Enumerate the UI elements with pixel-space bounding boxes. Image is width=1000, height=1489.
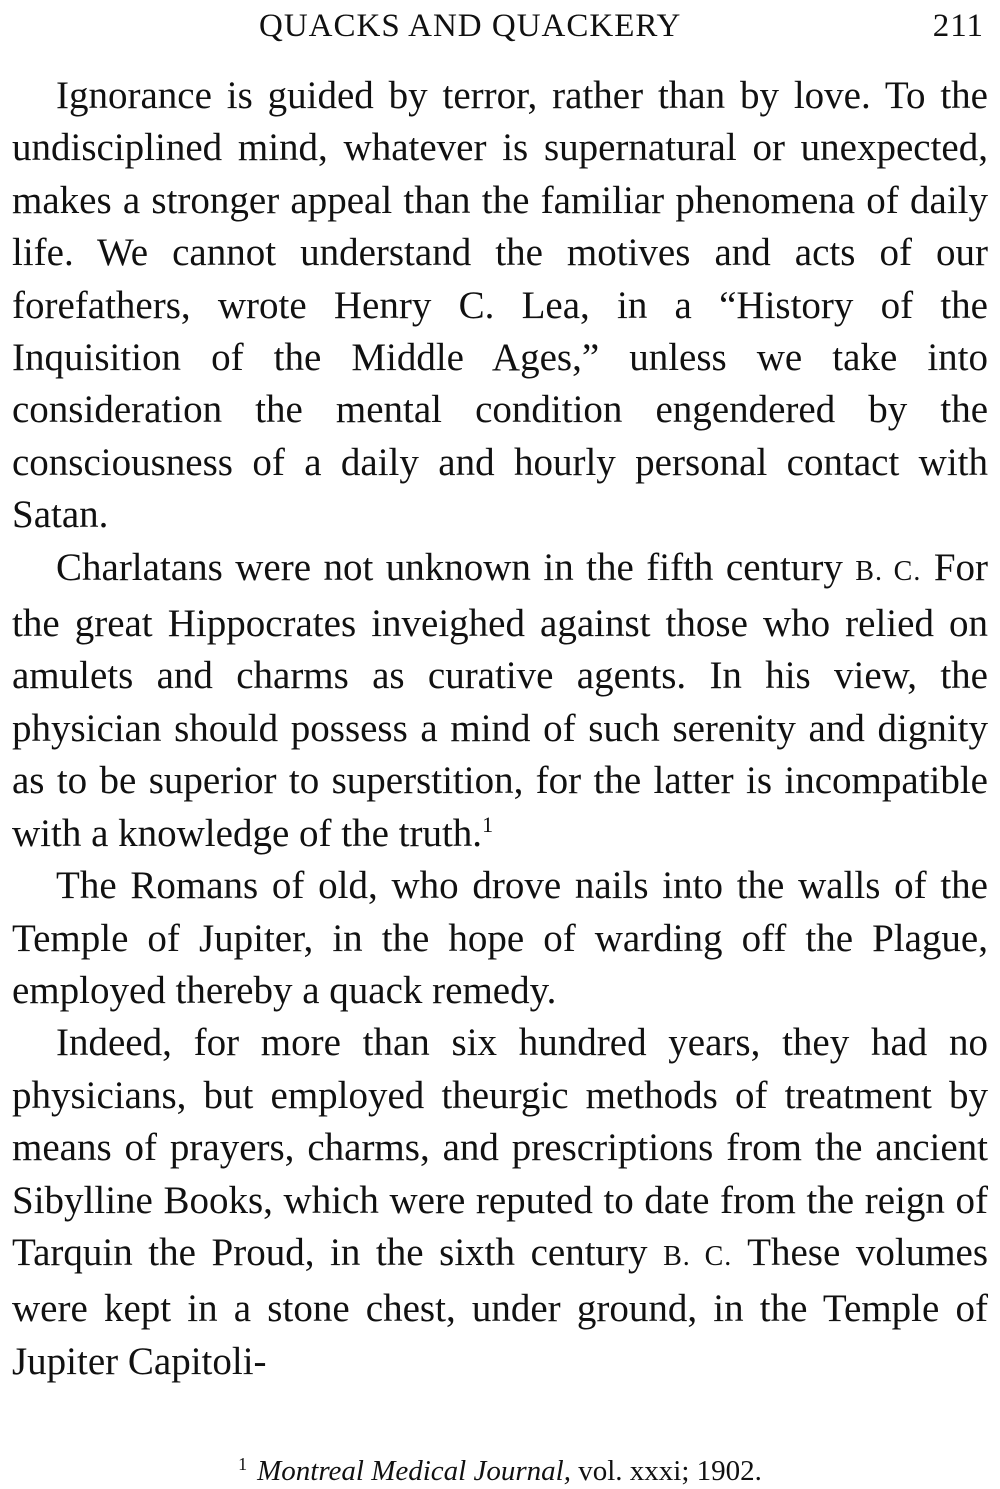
paragraph-4-text-after: These volumes were kept in a stone chest, under ground, in the Temple of Jupiter Capitoli- (12, 1230, 989, 1383)
page-number: 211 (932, 8, 984, 44)
paragraph-3: The Romans of old, who drove nails into the walls of the Temple of Jupiter, in the hope of warding off the Plague, employed thereby a quack remedy. (12, 864, 988, 1012)
era-abbreviation: B. C. (663, 1240, 733, 1272)
body-text (12, 70, 988, 1388)
book-page (12, 0, 988, 1488)
footnote-journal-title: Montreal Medical Journal, (257, 1455, 571, 1487)
footnote (12, 1446, 988, 1489)
paragraph-2 (12, 542, 988, 860)
paragraph-2-text-before: Charlatans were not unknown in the fifth century (56, 545, 843, 589)
paragraph-4-text-before: Indeed, for more than six hundred years, they had no physicians, but employed theurgic methods of treatment by means of prayers, charms, and prescriptions from the ancient Sibylline Books, which were reputed to date from the reign of Tarquin the Proud, in the sixth century (12, 1021, 988, 1274)
paragraph-4 (12, 1017, 988, 1388)
footnote-citation: vol. xxxi; 1902. (578, 1455, 762, 1487)
running-head (12, 4, 988, 48)
footnote-reference: 1 (482, 811, 494, 837)
era-abbreviation: B. C. (855, 555, 922, 587)
paragraph-2-text-after: For the great Hippocrates inveighed against those who relied on amulets and charms as curative agents. In his view, the physician should possess a mind of such serenity and dignity as to be superior to superstition, for the latter is incompatible with a knowledge of the truth. (12, 545, 989, 855)
footnote-marker: 1 (238, 1454, 248, 1474)
running-title: QUACKS AND QUACKERY (259, 8, 682, 44)
paragraph-1: Ignorance is guided by terror, rather than by love. To the undisciplined mind, whatever is supernatural or unexpected, makes a stronger appeal than the familiar phenomena of daily life. We cannot understand the motives and acts of our forefathers, wrote Henry C. Lea, in a “History of the Inquisition of the Middle Ages,” unless we take into consideration the mental condition engendered by the consciousness of a daily and hourly personal contact with Satan. (12, 74, 988, 537)
